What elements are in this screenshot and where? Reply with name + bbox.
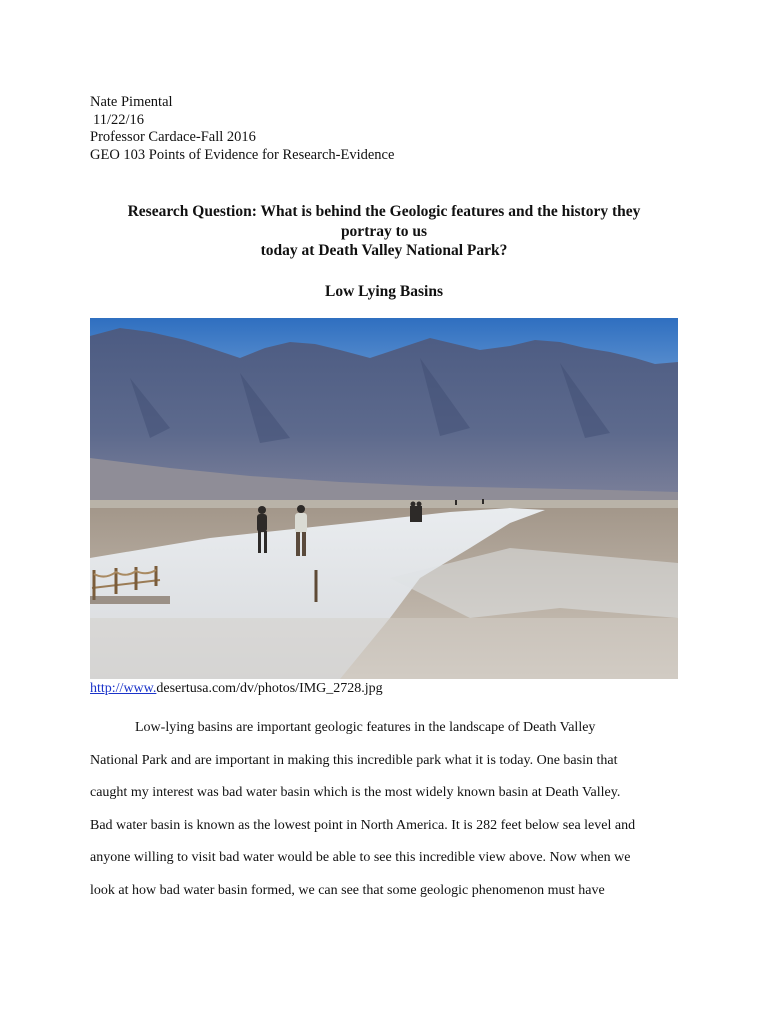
research-question-line-3: today at Death Valley National Park? [260, 242, 508, 259]
research-question-line-2: portray to us [340, 222, 428, 240]
body-line: look at how bad water basin formed, we can see that some geologic phenomenon must have [90, 882, 605, 898]
body-line: anyone willing to visit bad water would be able to see this incredible view above. Now when we [90, 850, 631, 865]
source-url-rest: desertusa.com/dv/photos/IMG_2728.jpg [156, 681, 383, 696]
professor-line: Professor Cardace-Fall 2016 [90, 129, 256, 145]
course-line: GEO 103 Points of Evidence for Research-Evidence [90, 146, 395, 163]
body-paragraph [90, 712, 680, 907]
body-line: Bad water basin is known as the lowest point in North America. It is 282 feet below sea level and [90, 817, 636, 833]
document-date: 11/22/16 [93, 111, 145, 128]
section-title: Low Lying Basins [324, 283, 444, 300]
body-line: National Park and are important in making this incredible park what it is today. One basin that [90, 752, 618, 768]
research-question-line-1: Research Question: What is behind the Geologic features and the history they [127, 203, 641, 220]
research-question [90, 202, 678, 261]
author-name: Nate Pimental [90, 94, 173, 110]
landscape-photo-icon [90, 318, 678, 679]
source-link[interactable]: http://www. [90, 681, 157, 696]
body-line: Low-lying basins are important geologic features in the landscape of Death Valley [135, 720, 596, 735]
badwater-basin-photo [90, 318, 678, 679]
document-header [90, 94, 394, 164]
body-line: caught my interest was bad water basin which is the most widely known basin at Death Valley. [90, 785, 621, 800]
image-source [90, 680, 383, 697]
